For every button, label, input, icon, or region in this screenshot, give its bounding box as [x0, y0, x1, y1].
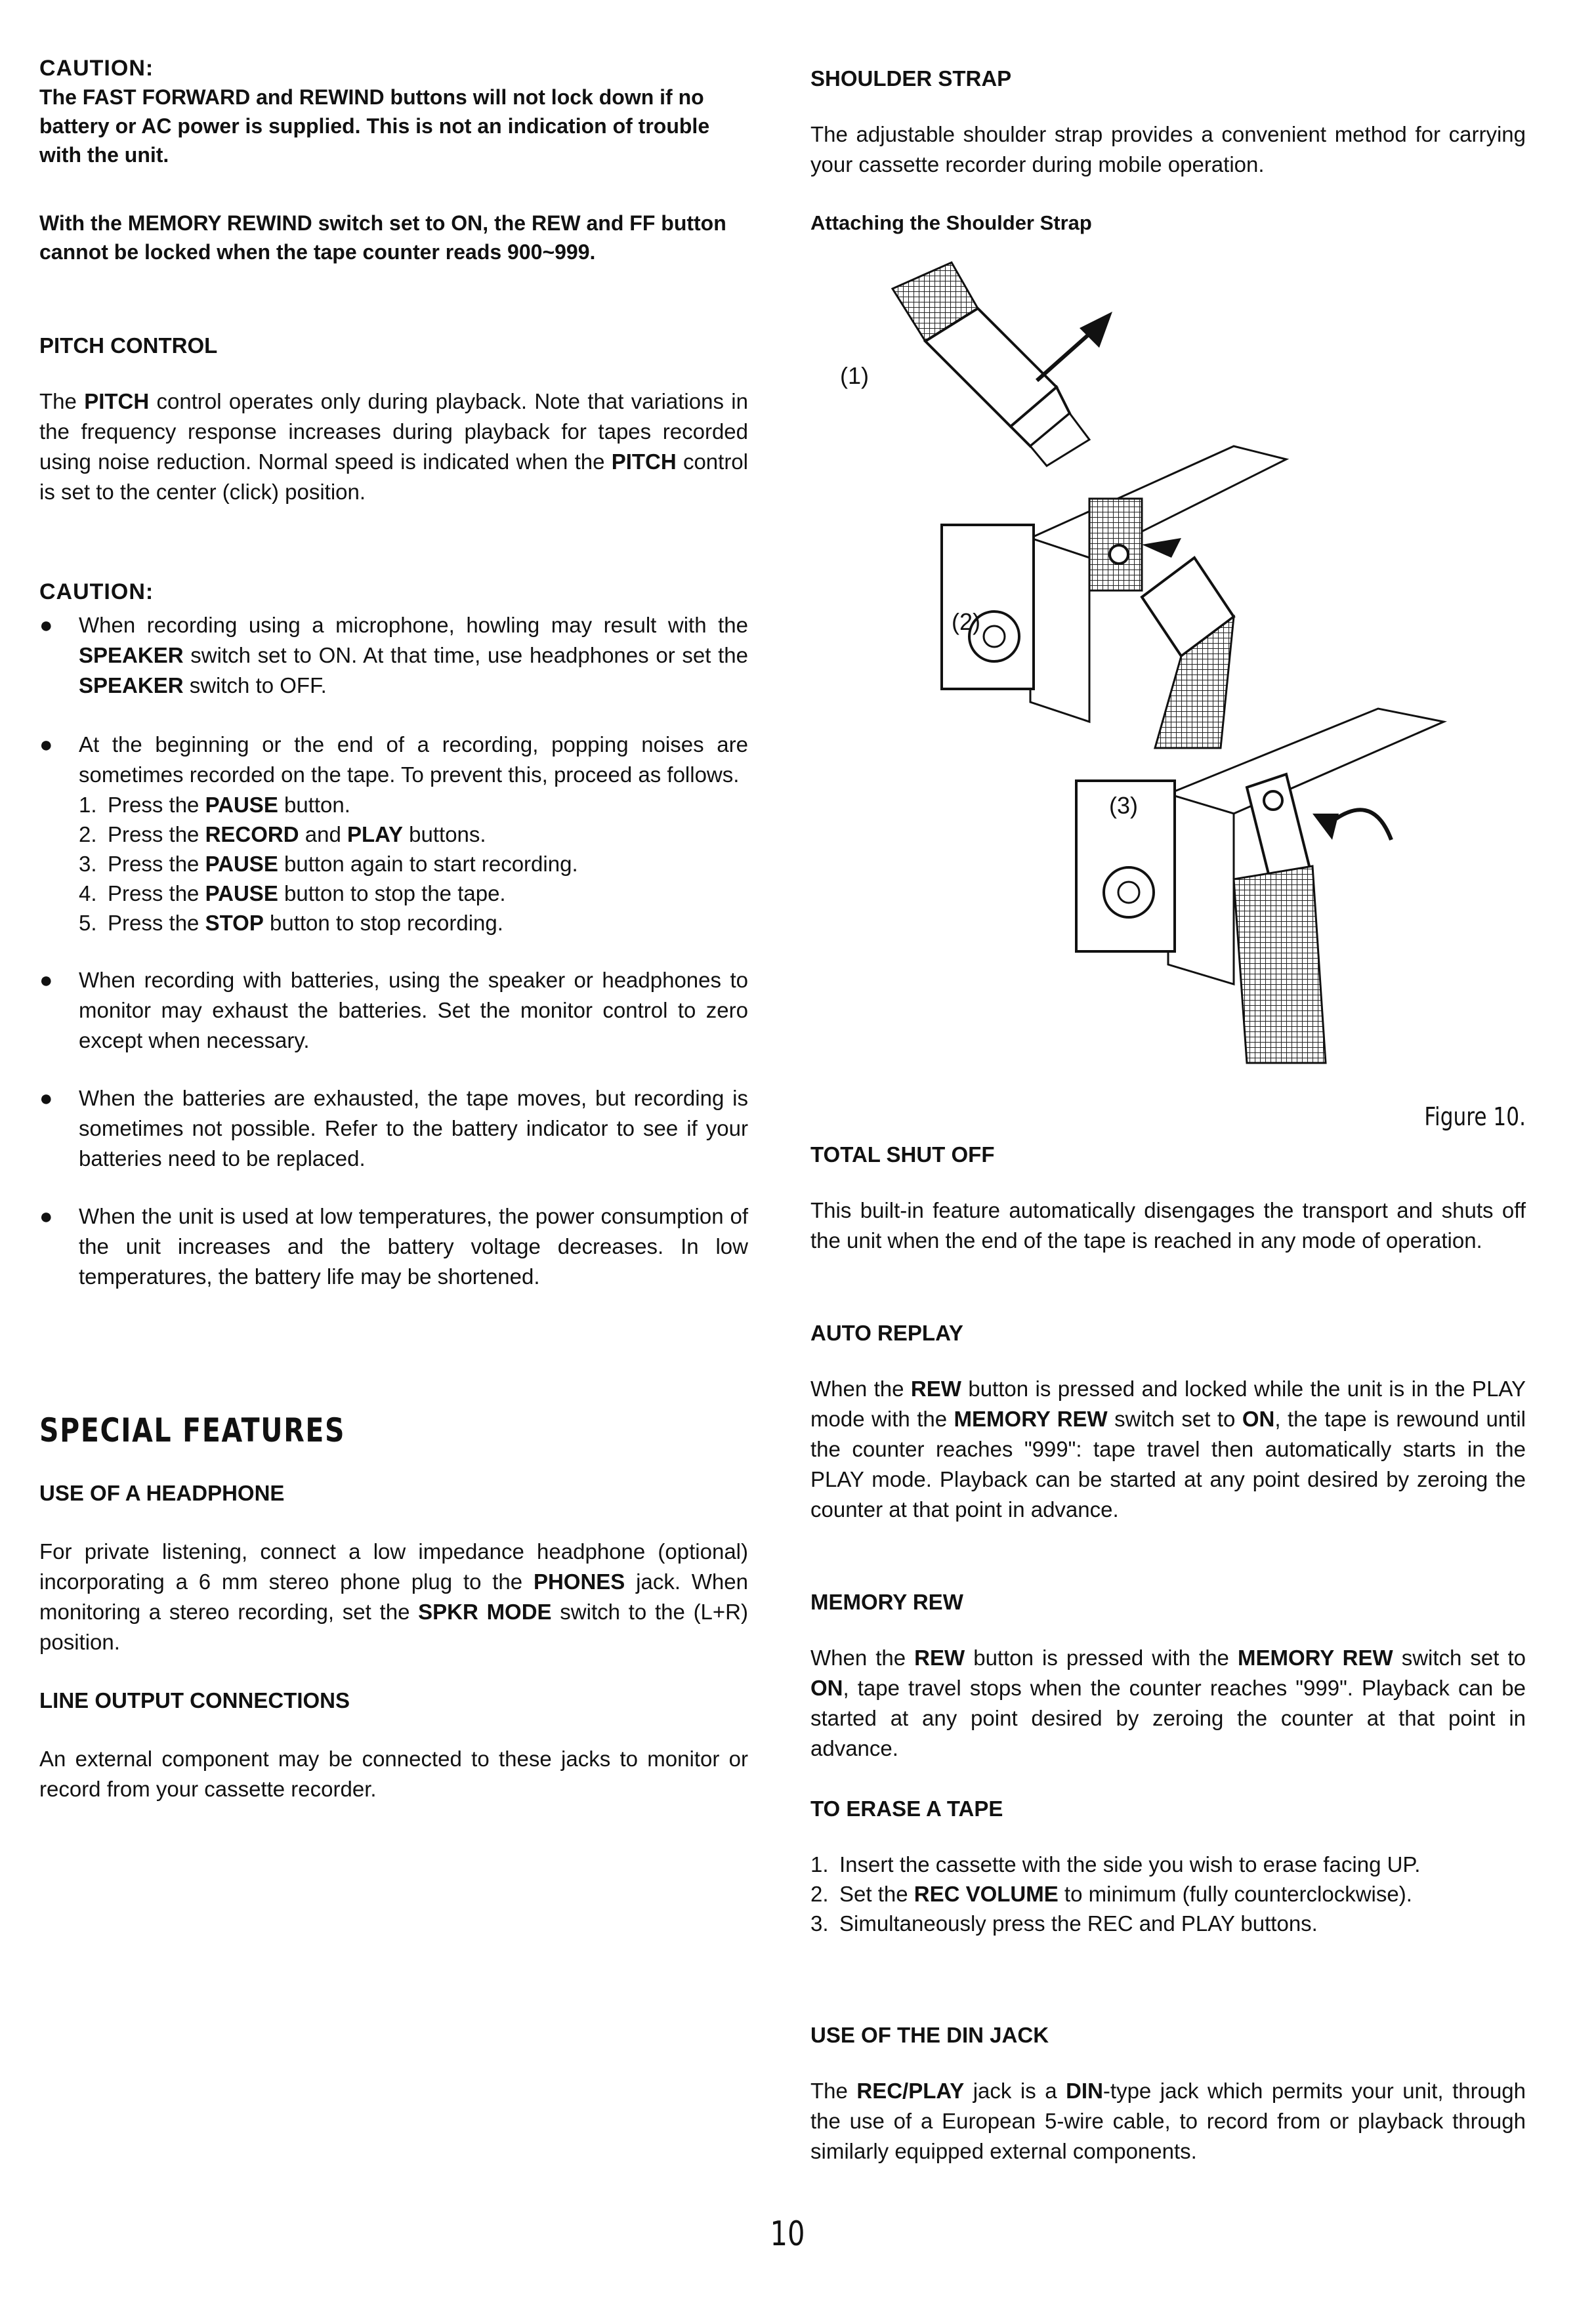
list-item: 2. Press the RECORD and PLAY buttons. — [79, 822, 486, 846]
memory-rew-heading: MEMORY REW — [810, 1590, 963, 1614]
din-jack-text: The REC/PLAY jack is a DIN-type jack which permits your unit, through the use of a European 5-wire cable, to record from or playback through similarly equipped external components. — [810, 2079, 1526, 2163]
erase-tape-heading: TO ERASE A TAPE — [810, 1796, 1003, 1821]
pitch-control-section — [39, 331, 748, 507]
strap-pin-icon — [1110, 545, 1128, 564]
bullet-item-batteries-monitor: ● When recording with batteries, using the speaker or headphones to monitor may exhaust the batteries. Set the monitor control to zero except when necessary. — [39, 965, 748, 1056]
headphone-heading: USE OF A HEADPHONE — [39, 1481, 285, 1505]
auto-replay-heading: AUTO REPLAY — [810, 1321, 963, 1345]
memory-rew-section — [810, 1588, 1526, 1764]
step-label: (3) — [1109, 792, 1138, 819]
step-label: (2) — [952, 608, 980, 635]
caution-block-1 — [39, 54, 748, 169]
step-label: (1) — [840, 362, 869, 389]
auto-replay-text: When the REW button is pressed and locked while the unit is in the PLAY mode with the MEMORY REW switch set to ON, the tape is rewound until the counter reaches "999": tape travel then automatically starts in the PLAY mode. Playback can be started at any point desired by zeroing the counter at that point in advance. — [810, 1377, 1526, 1522]
bullet-item-microphone: ● When recording using a microphone, howling may result with the SPEAKER switch set to ON. At that time, use headphones or set the SPEAKER switch to OFF. — [39, 610, 748, 701]
bullet-item-low-temperature: ● When the unit is used at low temperatures, the power consumption of the unit increases and the battery voltage decreases. In low temperatures, the battery life may be shortened. — [39, 1201, 748, 1292]
headphone-text: For private listening, connect a low impedance headphone (optional) incorporating a 6 mm stereo phone plug to the PHONES jack. When monitoring a stereo recording, set the SPKR MODE switch to the (L+R) position. — [39, 1539, 749, 1654]
din-jack-heading: USE OF THE DIN JACK — [810, 2023, 1049, 2047]
figure-label: Figure 10. — [1424, 1102, 1526, 1131]
figure-caption — [810, 1102, 1526, 1131]
line-output-heading: LINE OUTPUT CONNECTIONS — [39, 1688, 350, 1712]
arrow-icon — [1312, 814, 1339, 840]
caution-text: The FAST FORWARD and REWIND buttons will not lock down if no battery or AC power is supplied. This is not an indication of trouble with the unit. — [39, 85, 710, 167]
strap-pin-icon — [1264, 791, 1282, 810]
din-jack-section — [810, 2021, 1526, 2167]
list-item: 3. Press the PAUSE button again to start recording. — [79, 852, 578, 876]
bullet-dot-icon: ● — [39, 1204, 53, 1229]
memory-rewind-text: With the MEMORY REWIND switch set to ON, the REW and FF button cannot be locked when the tape counter reads 900~999. — [39, 211, 726, 264]
list-item: 4. Press the PAUSE button to stop the tape. — [79, 881, 506, 905]
arrow-icon — [1080, 312, 1112, 348]
pitch-text: The PITCH control operates only during playback. Note that variations in the frequency response increases during playback for tapes recorded using noise reduction. Normal speed is indicated when the PITCH control is set to the center (click) position. — [39, 389, 748, 504]
list-item: 3. Simultaneously press the REC and PLAY buttons. — [810, 1911, 1318, 1936]
figure-step-3 — [1076, 709, 1444, 1063]
bullet-dot-icon: ● — [39, 1086, 53, 1111]
arrow-icon — [1142, 538, 1181, 558]
shoulder-strap-text: The adjustable shoulder strap provides a convenient method for carrying your cassette recorder during mobile operation. — [810, 122, 1526, 176]
bullet-dot-icon: ● — [39, 613, 53, 638]
erase-tape-section — [810, 1795, 1526, 1938]
bullet-item-batteries-exhausted: ● When the batteries are exhausted, the tape moves, but recording is sometimes not possible. Refer to the battery indicator to see if your batteries need to be replaced. — [39, 1083, 748, 1174]
list-item: 2. Set the REC VOLUME to minimum (fully counterclockwise). — [810, 1882, 1412, 1906]
shoulder-strap-section — [810, 64, 1526, 238]
page-number: 10 — [770, 2214, 805, 2254]
bullet-item-popping: ● At the beginning or the end of a recording, popping noises are sometimes recorded on the tape. To prevent this, proceed as follows. 1. Press the PAUSE button. 2. Press the RECORD and PLAY buttons. 3. Press the PAUSE button again to start recording. 4. Press the PAUSE button to stop the tape. 5. Press the STOP button to stop recording. — [39, 730, 748, 938]
shoulder-strap-heading: SHOULDER STRAP — [810, 66, 1012, 91]
list-item: 5. Press the STOP button to stop recording. — [79, 911, 503, 935]
list-item: 1. Insert the cassette with the side you wish to erase facing UP. — [810, 1852, 1421, 1877]
memory-rew-text: When the REW button is pressed with the MEMORY REW switch set to ON, tape travel stops when the counter reaches "999". Playback can be started at any point desired by zeroing the counter at that point in advance. — [810, 1646, 1526, 1760]
figure-step-2 — [942, 446, 1286, 748]
list-item: 1. Press the PAUSE button. — [79, 793, 350, 817]
caution-block-2 — [39, 577, 748, 1292]
memory-rewind-note — [39, 209, 748, 266]
total-shut-off-heading: TOTAL SHUT OFF — [810, 1142, 995, 1167]
popping-steps-list — [79, 790, 748, 938]
shoulder-strap-figure — [814, 249, 1522, 1102]
bullet-dot-icon: ● — [39, 732, 53, 757]
special-features-section — [39, 1411, 748, 1804]
erase-steps-list — [810, 1850, 1526, 1938]
bullet-dot-icon: ● — [39, 968, 53, 993]
caution-label: CAUTION: — [39, 56, 154, 81]
total-shut-off-section — [810, 1140, 1526, 1256]
pitch-heading: PITCH CONTROL — [39, 333, 218, 358]
figure-step-1 — [840, 262, 1112, 466]
special-features-title: SPECIAL FEATURES — [39, 1411, 346, 1449]
attach-strap-heading: Attaching the Shoulder Strap — [810, 211, 1092, 234]
auto-replay-section — [810, 1319, 1526, 1525]
total-shut-off-text: This built-in feature automatically disengages the transport and shuts off the unit when the end of the tape is reached in any mode of operation. — [810, 1198, 1526, 1253]
line-output-text: An external component may be connected to these jacks to monitor or record from your cassette recorder. — [39, 1747, 748, 1801]
caution-label-2: CAUTION: — [39, 579, 154, 604]
